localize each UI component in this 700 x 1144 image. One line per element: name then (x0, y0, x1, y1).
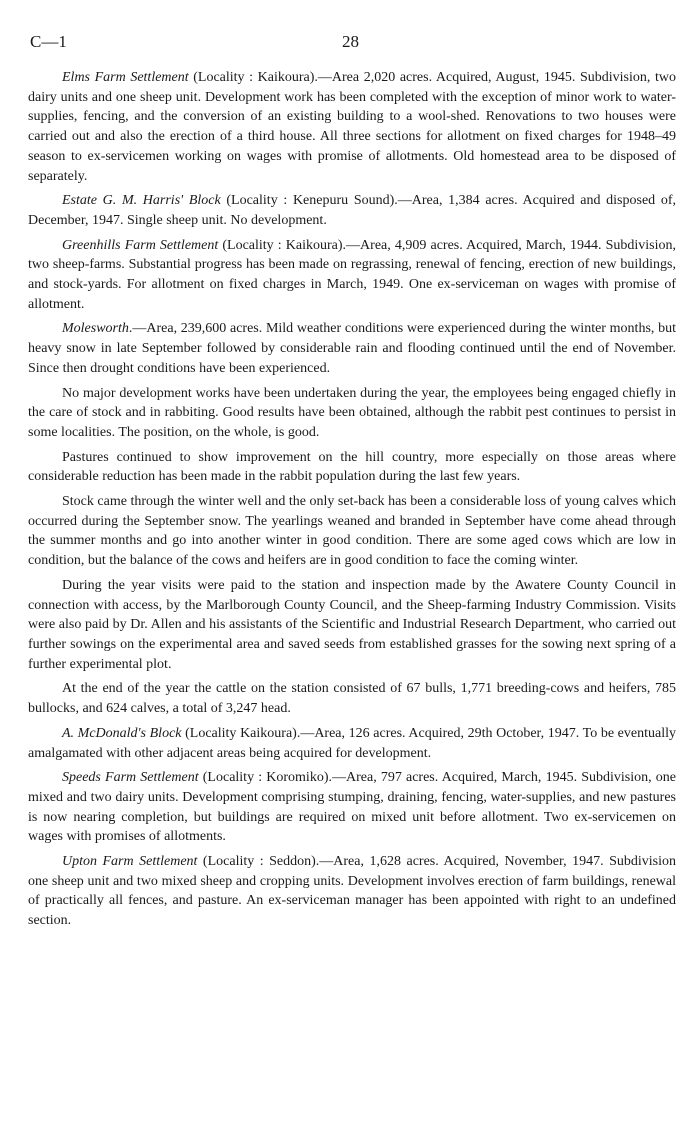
paragraph-text: (Locality : Kenepuru Sound).—Area, 1,384 acres. Acquired and disposed of, December, 1947. Single sheep unit. No development. (28, 193, 676, 228)
paragraph-development-works (28, 384, 676, 443)
paragraph-text: (Locality Kaikoura).—Area, 126 acres. Acquired, 29th October, 1947. To be eventually amalgamated with other adjacent areas being acquired for development. (28, 725, 676, 761)
paragraph-speeds-farm (28, 768, 676, 847)
paragraph-title: Upton Farm Settlement (62, 854, 198, 870)
paragraph-title: Estate G. M. Harris' Block (62, 193, 221, 209)
paragraph-title: A. McDonald's Block (62, 725, 182, 741)
paragraph-text: During the year visits were paid to the station and inspection made by the Awatere County Council in connection with access, by the Marlborough County Council, and the Sheep-farming Industry Commission. Visits were also paid by Dr. Allen and his assistants of the Scientific and Industrial Research Department, who carried out further sowings on the experimental area and saved seeds from established grasses for the sowing next spring of a further experimental plot. (28, 577, 676, 672)
paragraph-mcdonald-block (28, 724, 676, 763)
paragraph-text: (Locality : Seddon).—Area, 1,628 acres. Acquired, November, 1947. Subdivision one sheep unit and two mixed sheep and cropping units. Development involves erection of farm buildings, renewal of practically all fences, and pasture. An ex-serviceman manager has been appointed with right to an undefined section. (28, 854, 676, 929)
paragraph-text: Stock came through the winter well and the only set-back has been a considerable loss of young calves which occurred during the September snow. The yearlings weaned and branded in September have come ahead through the summer months and go into another winter in good condition. There are some aged cows which are low in condition, but the balance of the cows and heifers are in good condition to face the coming winter. (28, 494, 676, 569)
paragraph-text: Pastures continued to show improvement on the hill country, more especially on those areas where considerable reduction has been made in the rabbit population during the last few years. (28, 449, 676, 485)
paragraph-title: Speeds Farm Settlement (62, 770, 199, 786)
paragraph-text: No major development works have been undertaken during the year, the employees being engaged chiefly in the care of stock and in rabbiting. Good results have been obtained, although the rabbit pest continues to persist in some localities. The position, on the whole, is good. (28, 385, 676, 440)
paragraph-text: (Locality : Kaikoura).—Area, 4,909 acres. Acquired, March, 1944. Subdivision, two sheep-farms. Substantial progress has been made on regrassing, renewal of fencing, erection of new buildings, and stock-yards. For allotment on fixed charges in March, 1949. One ex-serviceman on wages with promise of allotment. (28, 237, 676, 312)
page-number: 28 (342, 32, 359, 51)
paragraph-title: Greenhills Farm Settlement (62, 237, 219, 253)
paragraph-text: .—Area, 239,600 acres. Mild weather conditions were experienced during the winter months, but heavy snow in late September followed by considerable rain and flooding continued until the end of November. Since then drought conditions have been experienced. (28, 321, 676, 376)
paragraph-upton-farm (28, 852, 676, 931)
paragraph-pastures (28, 448, 676, 487)
document-code: C—1 (30, 32, 67, 51)
paragraph-title: Elms Farm Settlement (62, 70, 189, 85)
paragraph-harris-block (28, 191, 676, 230)
body-text (28, 68, 676, 936)
paragraph-visits (28, 576, 676, 675)
paragraph-title: Molesworth (62, 321, 129, 337)
paragraph-greenhills-farm (28, 236, 676, 315)
paragraph-text: (Locality : Koromiko).—Area, 797 acres. Acquired, March, 1945. Subdivision, one mixed and two dairy units. Development comprising stumping, draining, fencing, water-supplies, and new pastures is now nearing completion, but buildings are required on mixed unit before allotment. Two ex-servicemen on wages with promises of allotments. (28, 770, 676, 845)
paragraph-elms-farm (28, 68, 676, 186)
paragraph-text: At the end of the year the cattle on the station consisted of 67 bulls, 1,771 breeding-cows and heifers, 785 bullocks, and 624 calves, a total of 3,247 head. (28, 681, 676, 717)
paragraph-stock (28, 492, 676, 571)
paragraph-molesworth (28, 319, 676, 378)
paragraph-cattle-totals (28, 679, 676, 718)
paragraph-text: (Locality : Kaikoura).—Area 2,020 acres. Acquired, August, 1945. Subdivision, two dairy units and one sheep unit. Development work has been completed with the exception of minor work to water-supplies, fencing, and the conversion of an existing building to a wool-shed. Renovations to two houses were carried out and also the erection of a third house. All three sections for allotment on fixed charges for 1948–49 season to ex-servicemen working on wages with promise of allotments. Old homestead area to be disposed of separately. (28, 70, 676, 184)
